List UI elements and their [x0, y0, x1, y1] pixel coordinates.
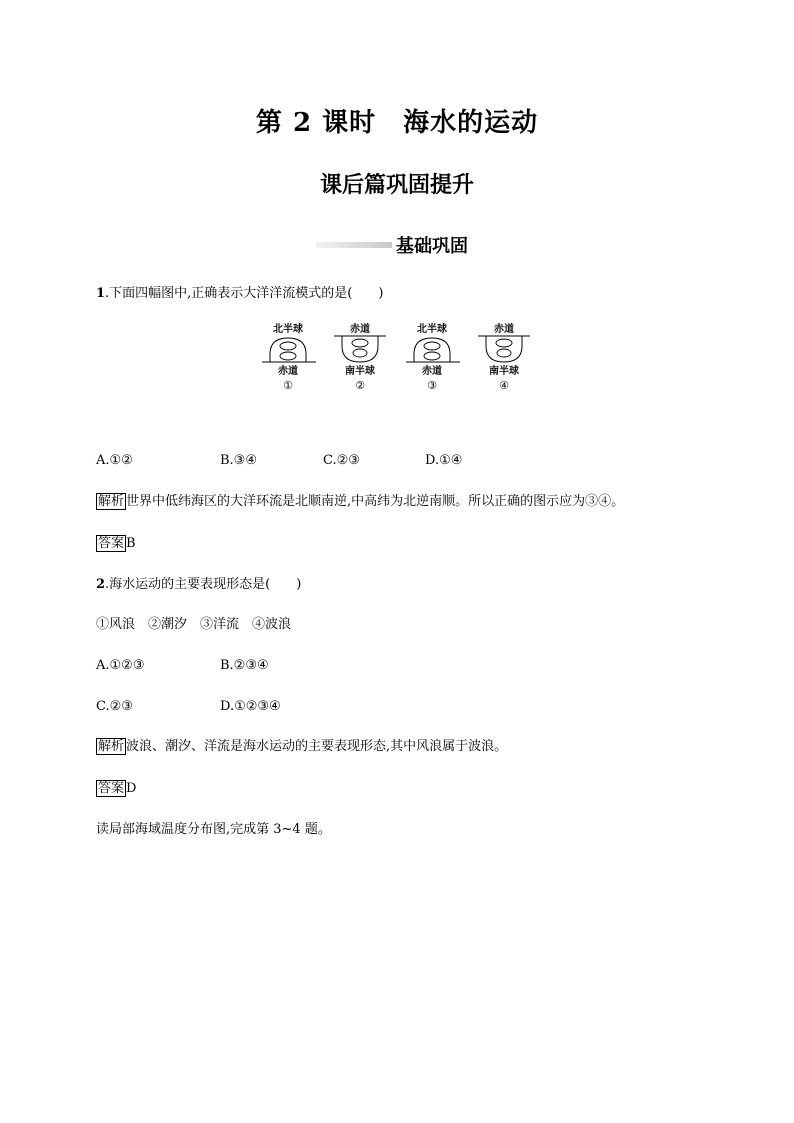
q2-analysis-tag: 解析: [98, 739, 125, 754]
q2-analysis-text: 波浪、潮汐、洋流是海水运动的主要表现形态,其中风浪属于波浪。: [126, 739, 508, 754]
question-2: [96, 576, 301, 594]
figure-2-bottom-label: 南半球: [345, 366, 375, 377]
page-title: 第 2 课时 海水的运动: [255, 108, 539, 138]
figure-2-number: ②: [355, 379, 365, 392]
q2-answer-text: D: [126, 781, 137, 796]
q2-option-c: C.②③: [96, 699, 133, 714]
figure-2-top-label: 赤道: [350, 324, 370, 335]
page-subtitle: 课后篇巩固提升: [319, 172, 474, 198]
q2-option-d: D.①②③④: [220, 699, 281, 714]
q2-analysis: [96, 738, 507, 756]
figure-4-bottom-label: 南半球: [489, 366, 519, 377]
figure-1-top-label: 北半球: [273, 324, 303, 335]
figure-1: [262, 322, 316, 392]
q1-option-c: C.②③: [323, 453, 360, 468]
intro-questions-3-4: 读局部海域温度分布图,完成第 3~4 题。: [96, 822, 331, 837]
ocean-current-diagram: [262, 318, 542, 398]
figure-2: [334, 322, 386, 392]
question-2-stem: .海水运动的主要表现形态是( ): [105, 577, 302, 592]
figure-3: [406, 322, 460, 392]
q1-analysis-text: 世界中低纬海区的大洋环流是北顺南逆,中高纬为北逆南顺。所以正确的图示应为③④。: [126, 494, 625, 509]
q1-option-b: B.③④: [220, 453, 257, 468]
figure-4-number: ④: [499, 379, 509, 392]
figure-3-top-label: 北半球: [417, 324, 447, 335]
figure-3-number: ③: [427, 379, 437, 392]
figure-3-bottom-label: 赤道: [422, 366, 442, 377]
figure-1-bottom-label: 赤道: [278, 366, 298, 377]
q2-answer: [96, 780, 136, 798]
q1-answer-text: B: [126, 536, 136, 551]
section-bar: [316, 242, 392, 248]
q1-option-a: A.①②: [96, 453, 133, 468]
question-1-stem: .下面四幅图中,正确表示大洋洋流模式的是( ): [105, 286, 384, 301]
ocean-current-figure: [262, 318, 542, 398]
q2-items: ①风浪 ②潮汐 ③洋流 ④波浪: [96, 617, 292, 632]
q1-option-d: D.①④: [425, 453, 463, 468]
question-2-number: 2: [96, 577, 106, 592]
section-header: [316, 232, 468, 258]
figure-1-number: ①: [283, 379, 293, 392]
q2-option-a: A.①②③: [96, 658, 145, 673]
q1-answer-tag: 答案: [98, 536, 125, 551]
question-1-number: 1: [96, 286, 106, 301]
q1-answer: [96, 535, 136, 553]
figure-4-top-label: 赤道: [494, 324, 514, 335]
q2-answer-tag: 答案: [98, 781, 125, 796]
figure-4: [478, 322, 530, 392]
q1-analysis: [96, 493, 624, 511]
section-label: 基础巩固: [396, 236, 468, 257]
q1-analysis-tag: 解析: [98, 494, 125, 509]
q2-option-b: B.②③④: [220, 658, 269, 673]
question-1: [96, 285, 383, 303]
